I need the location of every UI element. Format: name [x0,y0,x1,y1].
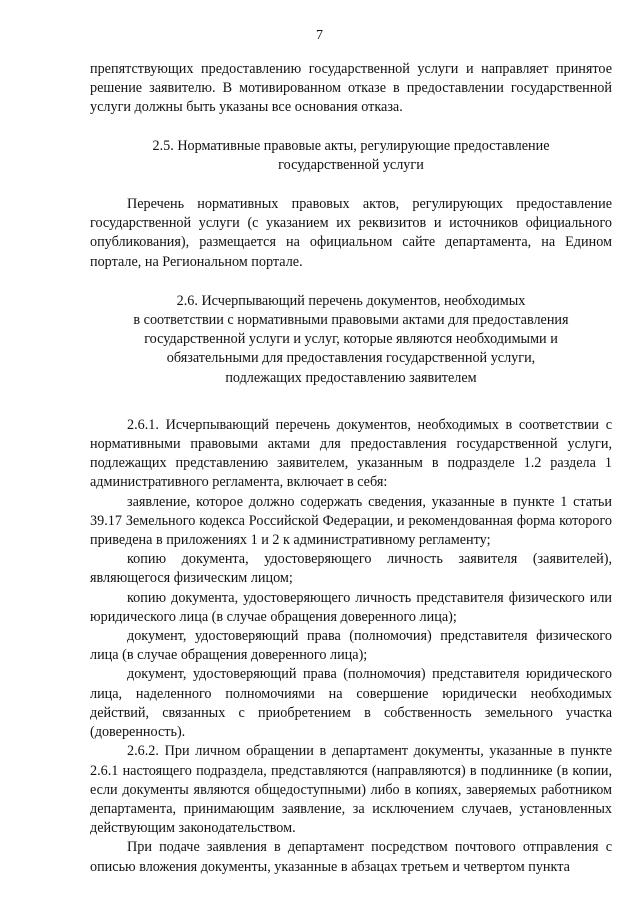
section-heading-2-6-line3: государственной услуги и услуг, которые являются необходимыми и [144,331,558,348]
page-number: 7 [316,28,323,43]
document-body [90,60,612,877]
paragraph-continuation: препятствующих предоставлению государственной услуги и направляет принятое решение заявителю. В мотивированном отказе в предоставлении государственной услуги должны быть указаны все основания отказа. [90,61,612,116]
section-heading-2-6-line2: в соответствии с нормативными правовыми актами для предоставления [133,312,569,329]
section-heading-2-5-line2: государственной услуги [278,156,424,173]
section-heading-2-6-line4: обязательными для предоставления государственной услуги, [166,350,536,367]
section-heading-2-6-line5: подлежащих предоставлению заявителем [225,369,477,386]
paragraph-postal-submission: При подаче заявления в департамент посредством почтового отправления с описью вложения документы, указанные в абзацах третьем и четвертом пункта [90,839,612,875]
list-item-representative-id-copy: копию документа, удостоверяющего личность представителя физического или юридического лица (в случае обращения доверенного лица); [90,589,612,625]
section-heading-2-6-line1: 2.6. Исчерпывающий перечень документов, необходимых [176,292,526,309]
paragraph-legal-acts: Перечень нормативных правовых актов, регулирующих предоставление государственной услуги (с указанием их реквизитов и источников официального опубликования), размещается на официальном сайте департамента, на Едином портале, на Региональном портале. [90,196,612,270]
list-item-individual-authority: документ, удостоверяющий права (полномочия) представителя физического лица (в случае обращения доверенного лица); [90,628,612,664]
paragraph-2-6-2: 2.6.2. При личном обращении в департамент документы, указанные в пункте 2.6.1 настоящего подраздела, представляются (направляются) в подлиннике (в копии, если документы являются общедоступными) либо в копиях, заверяемых работником департамента, принимающим заявление, за исключением случаев, установленных действующим законодательством. [90,743,612,837]
list-item-application: заявление, которое должно содержать сведения, указанные в пункте 1 статьи 39.17 Земельного кодекса Российской Федерации, и рекомендованная форма которого приведена в приложениях 1 и 2 к административному регламенту; [90,493,612,549]
list-item-legal-entity-authority: документ, удостоверяющий права (полномочия) представителя юридического лица, наделенного полномочиями на совершение юридически необходимых действий, связанных с приобретением в собственность земельного участка (доверенность). [90,666,612,741]
paragraph-2-6-1: 2.6.1. Исчерпывающий перечень документов, необходимых в соответствии с нормативными правовыми актами для предоставления государственной услуги, подлежащих представлению заявителем, указанным в подразделе 1.2 раздела 1 административного регламента, включает в себя: [90,416,612,491]
section-heading-2-5-line1: 2.5. Нормативные правовые акты, регулирующие предоставление [152,137,550,154]
list-item-applicant-id-copy: копию документа, удостоверяющего личность заявителя (заявителей), являющегося физическим лицом; [90,551,612,587]
